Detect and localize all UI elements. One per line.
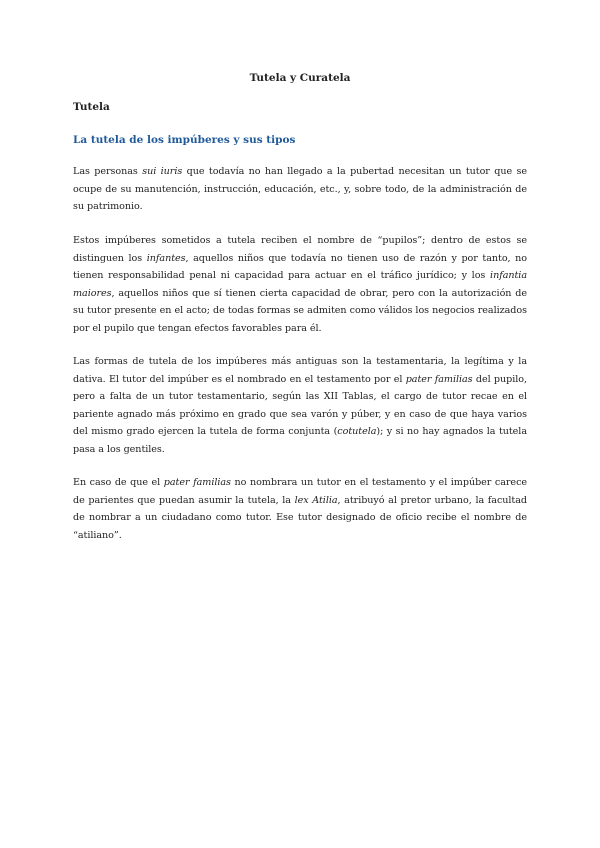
paragraph-2 (73, 232, 527, 338)
text-run: del pupilo, pero a falta de un tutor testamentario, según las XII Tablas, el cargo de tutor recae en el pariente agnado más próximo en grado que sea varón y púber, y en caso de que haya varios del mismo grado ejercen la tutela de forma conjunta ( (73, 373, 528, 438)
italic-term: infantes (146, 252, 186, 264)
italic-term: pater familias (163, 477, 231, 488)
italic-term: pater familias (405, 373, 473, 385)
paragraph-4 (73, 474, 527, 544)
text-run: no nombrara un tutor en el testamento y el impúber carece de parientes que puedan asumir la tutela, la (73, 477, 528, 506)
text-run: que todavía no han llegado a la pubertad necesitan un tutor que se ocupe de su manutención, instrucción, educación, etc., y, sobre todo, de la administración de su patrimonio. (73, 166, 527, 213)
paragraph-1 (73, 163, 527, 216)
italic-term: lex Atilia (294, 494, 338, 506)
text-run: Estos impúberes sometidos a tutela reciben el nombre de “pupilos”; dentro de estos se distinguen los (73, 235, 527, 264)
paragraph-3 (73, 353, 527, 459)
italic-term: infantia maiores (73, 270, 527, 299)
text-run: Las personas (73, 166, 143, 177)
text-run: Las formas de tutela de los impúberes más antiguas son la testamentaria, la legítima y la dativa. El tutor del impúber es el nombrado en el testamento por el (73, 356, 527, 385)
text-run: , aquellos niños que todavía no tienen uso de razón y por tanto, no tienen responsabilidad penal ni capacidad para actuar en el tráfico jurídico; y los (73, 252, 528, 282)
text-run: , atribuyó al pretor urbano, la facultad de nombrar a un ciudadano como tutor. Ese tutor designado de oficio recibe el nombre de “atiliano”. (73, 494, 527, 541)
text-run: ); y si no hay agnados la tutela pasa a los gentiles. (73, 426, 527, 455)
section-heading: Tutela (73, 101, 110, 113)
italic-term: sui iuris (142, 166, 183, 177)
subsection-heading: La tutela de los impúberes y sus tipos (73, 134, 296, 146)
text-run: , aquellos niños que sí tienen cierta capacidad de obrar, pero con la autorización de su tutor presente en el acto; de todas formas se admiten como válidos los negocios realizados por el pupilo que tengan efectos favorables para él. (73, 287, 527, 334)
document-title: Tutela y Curatela (249, 72, 351, 84)
text-run: En caso de que el (73, 477, 164, 488)
italic-term: cotutela (337, 426, 377, 438)
